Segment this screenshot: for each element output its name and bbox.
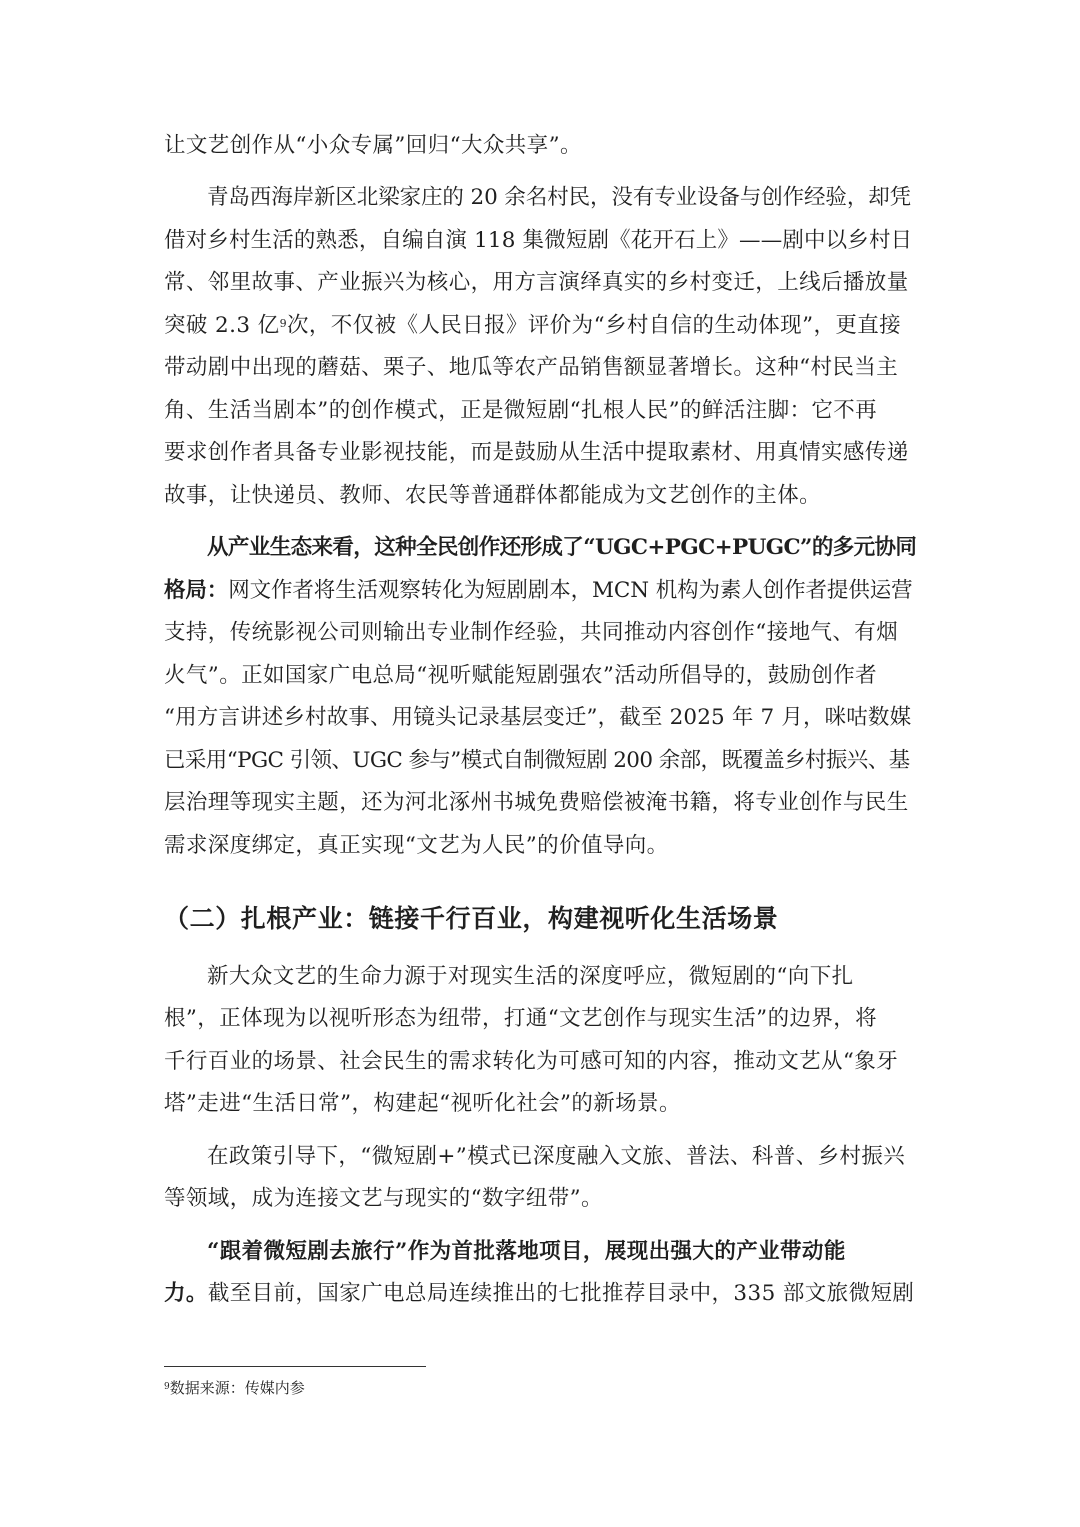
paragraph-line: 支持，传统影视公司则输出专业制作经验，共同推动内容创作“接地气、有烟 — [164, 620, 899, 645]
paragraph-line — [164, 311, 901, 341]
paragraph-line: “用方言讲述乡村故事、用镜头记录基层变迁”，截至 2025 年 7 月，咪咕数媒 — [164, 705, 912, 730]
paragraph-line-bold: “跟着微短剧去旅行”作为首批落地项目，展现出强大的产业带动能 — [207, 1239, 846, 1264]
section-heading: （二）扎根产业：链接千行百业，构建视听化生活场景 — [164, 904, 779, 933]
paragraph-line: 新大众文艺的生命力源于对现实生活的深度呼应，微短剧的“向下扎 — [207, 964, 854, 989]
paragraph-line: 需求深度绑定，真正实现“文艺为人民”的价值导向。 — [164, 833, 669, 858]
paragraph-line: 已采用“PGC 引领、UGC 参与”模式自制微短剧 200 余部，既覆盖乡村振兴、基 — [164, 748, 910, 773]
paragraph-line: 等领域，成为连接文艺与现实的“数字纽带”。 — [164, 1186, 603, 1211]
paragraph-line: 在政策引导下，“微短剧+”模式已深度融入文旅、普法、科普、乡村振兴 — [207, 1144, 906, 1169]
paragraph-line-bold: 从产业生态来看，这种全民创作还形成了“UGC+PGC+PUGC”的多元协同 — [207, 535, 917, 560]
paragraph-line: 青岛西海岸新区北梁家庄的 20 余名村民，没有专业设备与创作经验，却凭 — [207, 185, 912, 210]
text-run: 突破 2.3 亿 — [164, 313, 280, 338]
footnote-reference[interactable]: 9 — [279, 317, 287, 330]
footnote — [164, 1378, 305, 1398]
footnote-mark: 9 — [164, 1382, 170, 1392]
text-run: 网文作者将生活观察转化为短剧剧本，MCN 机构为素人创作者提供运营 — [228, 578, 913, 603]
text-run: 截至目前，国家广电总局连续推出的七批推荐目录中，335 部文旅微短剧 — [207, 1281, 915, 1306]
text-run: 次，不仅被《人民日报》评价为“乡村自信的生动体现”，更直接 — [286, 313, 902, 338]
paragraph-line — [164, 1279, 914, 1309]
paragraph-line: 千行百业的场景、社会民生的需求转化为可感可知的内容，推动文艺从“象牙 — [164, 1049, 899, 1074]
paragraph-line: 故事，让快递员、教师、农民等普通群体都能成为文艺创作的主体。 — [164, 483, 822, 508]
footnote-separator — [164, 1366, 426, 1367]
paragraph-line: 层治理等现实主题，还为河北涿州书城免费赔偿被淹书籍，将专业创作与民生 — [164, 790, 909, 815]
paragraph-line: 火气”。正如国家广电总局“视听赋能短剧强农”活动所倡导的，鼓励创作者 — [164, 663, 878, 688]
paragraph-line: 常、邻里故事、产业振兴为核心，用方言演绎真实的乡村变迁，上线后播放量 — [164, 270, 909, 295]
paragraph-line — [164, 576, 913, 606]
footnote-text: 数据来源：传媒内参 — [169, 1379, 305, 1397]
paragraph-line: 塔”走进“生活日常”，构建起“视听化社会”的新场景。 — [164, 1091, 681, 1116]
paragraph-line: 让文艺创作从“小众专属”回归“大众共享”。 — [164, 133, 582, 158]
bold-lead: 力。 — [164, 1281, 208, 1306]
paragraph-line: 角、生活当剧本”的创作模式，正是微短剧“扎根人民”的鲜活注脚：它不再 — [164, 398, 878, 423]
bold-lead: 格局： — [164, 578, 229, 603]
paragraph-line: 根”，正体现为以视听形态为纽带，打通“文艺创作与现实生活”的边界，将 — [164, 1006, 878, 1031]
paragraph-line: 要求创作者具备专业影视技能，而是鼓励从生活中提取素材、用真情实感传递 — [164, 440, 909, 465]
paragraph-line: 借对乡村生活的熟悉，自编自演 118 集微短剧《花开石上》——剧中以乡村日 — [164, 228, 913, 253]
paragraph-line: 带动剧中出现的蘑菇、栗子、地瓜等农产品销售额显著增长。这种“村民当主 — [164, 355, 899, 380]
